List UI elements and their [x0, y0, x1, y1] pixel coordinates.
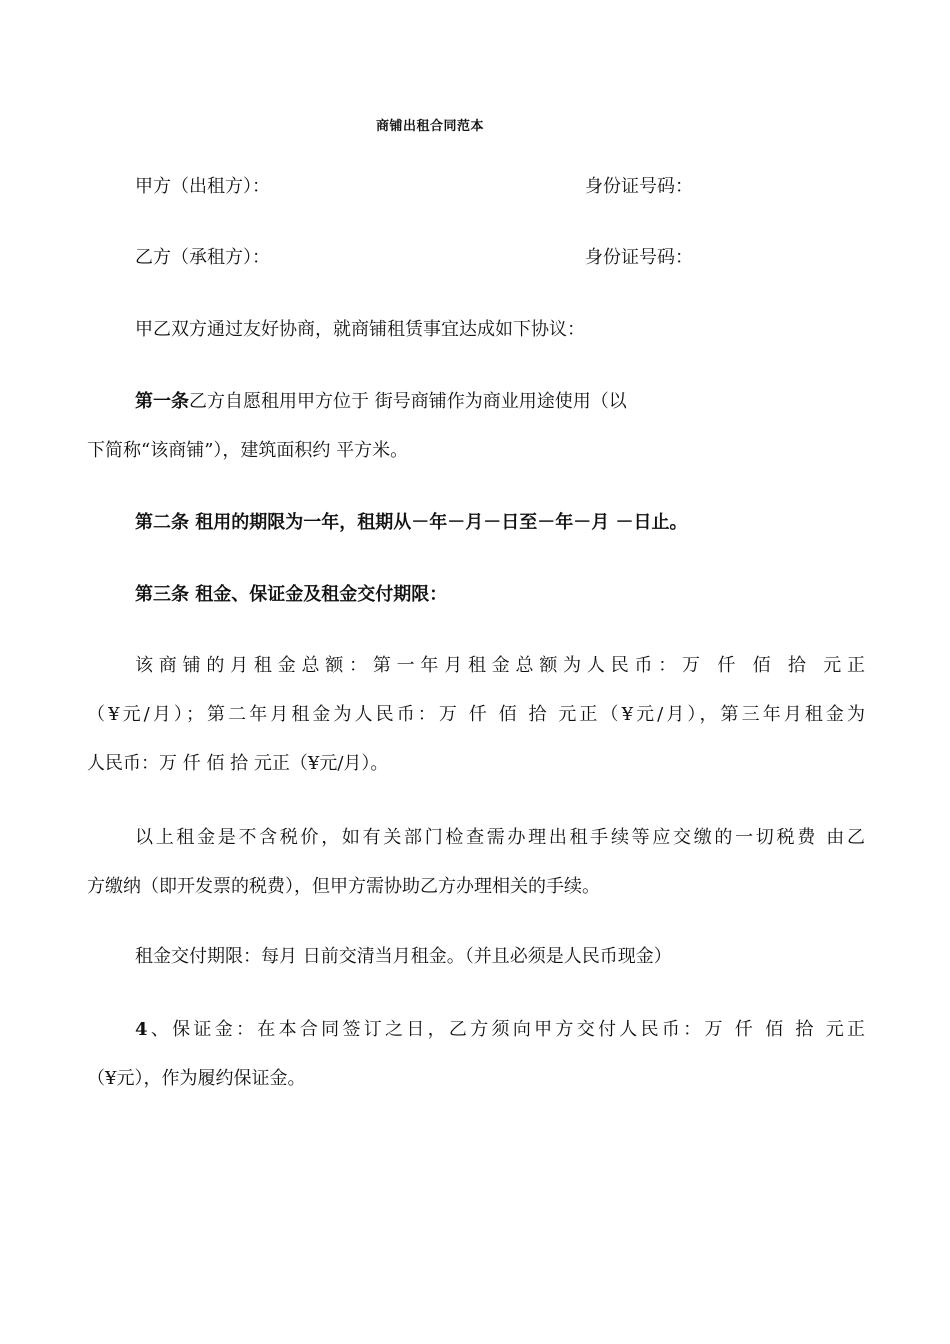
party-a-id-label: 身份证号码： — [585, 176, 693, 197]
tax-line-1: 以上租金是不含税价，如有关部门检查需办理出租手续等应交缴的一切税费 由乙 — [135, 827, 865, 848]
rent-line-2: （¥元/月）；第二年月租金为人民币：万 仟 佰 拾 元正（¥元/月），第三年月租金为 — [87, 704, 865, 725]
deposit-line-2: （¥元），作为履约保证金。 — [87, 1068, 306, 1089]
party-a-label: 甲方（出租方）： — [135, 176, 270, 197]
article-1-text: 乙方自愿租用甲方位于 街号商铺作为商业用途使用（以 — [189, 391, 627, 412]
rent-line-3: 人民币：万 仟 佰 拾 元正（¥元/月）。 — [87, 753, 389, 774]
intro-paragraph: 甲乙双方通过友好协商，就商铺租赁事宜达成如下协议： — [135, 319, 585, 340]
article-3-heading: 第三条 租金、保证金及租金交付期限： — [135, 584, 448, 605]
rent-line-1: 该商铺的月租金总额：第一年月租金总额为人民币：万 仟 佰 拾 元正 — [135, 655, 865, 676]
article-1-line-1 — [135, 390, 627, 414]
party-b-id-label: 身份证号码： — [585, 247, 693, 268]
tax-line-2: 方缴纳（即开发票的税费），但甲方需协助乙方办理相关的手续。 — [87, 876, 600, 897]
payment-term: 租金交付期限：每月 日前交清当月租金。（并且必须是人民币现金） — [135, 946, 672, 967]
article-2: 第二条 租用的期限为一年，租期从－年－月－日至－年－月 －日止。 — [135, 512, 688, 533]
deposit-number: 4 — [135, 1019, 148, 1040]
article-1-heading: 第一条 — [135, 391, 189, 412]
deposit-line-1 — [135, 1018, 865, 1042]
party-b-label: 乙方（承租方）： — [135, 247, 270, 268]
article-1-line-2: 下简称“该商铺”），建筑面积约 平方米。 — [87, 440, 409, 461]
document-title: 商铺出租合同范本 — [375, 119, 484, 134]
deposit-text: 、保证金：在本合同签订之日，乙方须向甲方交付人民币：万 仟 佰 拾 元正 — [147, 1019, 865, 1040]
